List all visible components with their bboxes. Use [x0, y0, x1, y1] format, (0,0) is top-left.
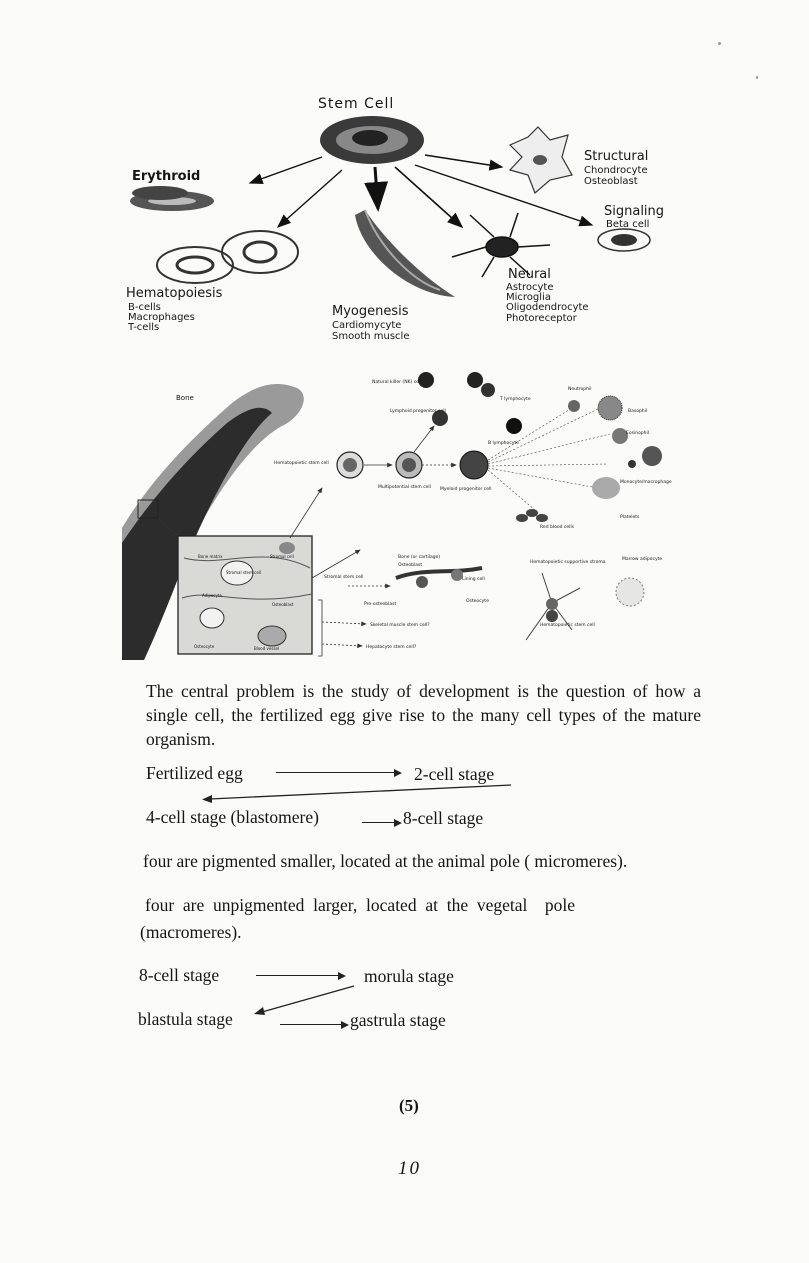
myogenesis-title: Myogenesis [332, 304, 409, 319]
myogenesis-item-1: Cardiomycyte [332, 320, 402, 331]
erythroid-label: Erythroid [132, 169, 201, 184]
four-cell-text: 4-cell stage (blastomere) [146, 807, 319, 827]
neural-title: Neural [508, 267, 551, 282]
arrow-2cell-to-4cell [196, 780, 516, 806]
b-lymphocyte-label: B lymphocyte [488, 441, 519, 446]
arrow-blastula-to-gastrula [280, 1024, 347, 1025]
gastrula-text: gastrula stage [350, 1010, 446, 1030]
basophil-label: Basophil [628, 409, 648, 414]
neural-item-4: Photoreceptor [506, 313, 577, 324]
inset-label-6: Osteoblast [272, 602, 294, 607]
neural-item-1: Astrocyte [506, 282, 554, 293]
platelets-label: Platelets [620, 515, 640, 520]
hsc-label: Hematopoietic stem cell [274, 461, 329, 466]
bone-marrow-diagram [122, 368, 698, 660]
myogenesis-cells-image [355, 210, 455, 297]
hepatocyte-label: Hepatocyte stem cell? [366, 645, 417, 650]
erythroid-cells-image [130, 186, 214, 211]
myeloid-cell [460, 451, 488, 479]
hematopoiesis-cells-image [157, 231, 298, 283]
nk-cell-label: Natural killer (NK) cell [372, 380, 422, 385]
page-number: (5) [399, 1096, 419, 1115]
myeloid-label: Myeloid progenitor cell [440, 487, 492, 492]
arrow-fertilized-to-2cell [276, 772, 400, 773]
signaling-cell-image [598, 229, 650, 251]
arrow-to-hematopoiesis [278, 170, 342, 227]
arrow-to-neural [395, 167, 462, 227]
inset-label-1: Bone matrix [198, 554, 223, 559]
lymphoid-label: Lymphoid progenitor cell [390, 409, 446, 414]
myogenesis-item-2: Smooth muscle [332, 331, 410, 342]
arrow-to-myogenesis [375, 167, 378, 209]
arrow-8cell-to-morula [256, 975, 344, 976]
hsc-bottom-label: Hematopoietic stem cell [540, 623, 595, 628]
bone-label: Bone [176, 394, 194, 402]
arrow-morula-to-blastula [248, 982, 358, 1018]
scan-speck [718, 42, 721, 45]
lining-cell-label: Lining cell [462, 577, 485, 582]
scan-speck [756, 76, 758, 79]
supportive-stroma-label: Hematopoietic supportive stroma [530, 560, 606, 565]
stem-cell-diagram [110, 85, 710, 350]
fertilized-egg-text: Fertilized egg [146, 763, 243, 783]
arrow-to-structural [425, 155, 502, 167]
neural-item-2: Microglia [506, 292, 551, 303]
osteoblast-label: Osteoblast [398, 563, 423, 568]
skeletal-label: Skeletal muscle stem cell? [370, 623, 430, 628]
structural-title: Structural [584, 149, 649, 164]
structural-item-2: Osteoblast [584, 176, 638, 187]
stromal-label: Stromal stem cell [324, 575, 364, 580]
macromeres-text-line1: four are unpigmented larger, located at the vegetal pole [145, 895, 575, 915]
signaling-item-1: Beta cell [606, 219, 650, 230]
hematopoiesis-item-2: Macrophages [128, 312, 195, 323]
inset-label-2: Stromal cell [270, 554, 294, 559]
hematopoiesis-item-3: T-cells [128, 322, 160, 333]
arrow-4cell-to-8cell [362, 822, 400, 823]
t-lymphocyte-label: T lymphocyte [500, 397, 531, 402]
two-cell-text: 2-cell stage [414, 764, 495, 784]
adipocyte-label: Marrow adipocyte [622, 557, 663, 562]
multipotential-label: Multipotential stem cell [378, 485, 431, 490]
morula-text: morula stage [364, 966, 454, 986]
inset-label-5: Blood vessel [254, 646, 280, 651]
inset-label-7: Osteocyte [194, 644, 215, 649]
neutrophil-label: Neutrophil [568, 387, 592, 392]
bone-marrow-inset [158, 518, 312, 654]
eight-cell-text: 8-cell stage [403, 808, 484, 828]
stem-cell-title: Stem Cell [318, 96, 395, 112]
structural-item-1: Chondrocyte [584, 165, 648, 176]
red-blood-cells-label: Red blood cells [540, 525, 574, 530]
bone-cartilage-label: Bone (or cartilage) [398, 555, 441, 560]
hematopoiesis-item-1: B-cells [128, 302, 161, 313]
structural-cell-image [510, 127, 572, 193]
eight-cell-stage-text: 8-cell stage [139, 965, 220, 985]
handwritten-number: 10 [398, 1158, 421, 1179]
neural-item-3: Oligodendrocyte [506, 302, 589, 313]
stem-cell-image [320, 116, 424, 164]
hematopoiesis-title: Hematopoiesis [126, 286, 223, 301]
pre-osteoblast-label: Pre-osteoblast [364, 602, 397, 607]
inset-label-4: Adipocyte [202, 593, 222, 598]
macromeres-text-line2: (macromeres). [140, 922, 242, 942]
arrow-to-erythroid [250, 157, 322, 183]
monocyte-label: Monocyte/macrophage [620, 480, 672, 485]
blastula-text: blastula stage [138, 1009, 233, 1029]
signaling-title: Signaling [604, 204, 665, 219]
inset-label-3: Stromal stem cell [226, 570, 262, 575]
eosinophil-label: Eosinophil [626, 431, 650, 436]
micromeres-text: four are pigmented smaller, located at the animal pole ( micromeres). [143, 851, 628, 871]
osteocyte-label: Osteocyte [466, 599, 489, 604]
intro-paragraph: The central problem is the study of development is the question of how a single cell, the fertilized egg give rise to the many cell types of the mature organism. [146, 681, 701, 749]
